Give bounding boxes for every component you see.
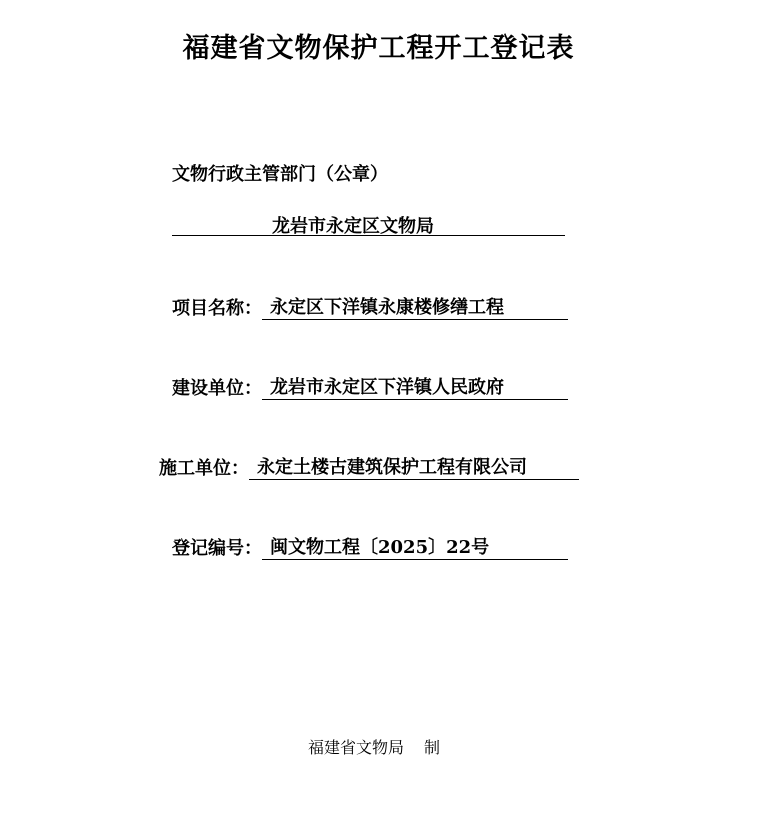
construction-unit-value: 龙岩市永定区下洋镇人民政府 — [262, 376, 568, 400]
admin-department-label: 文物行政主管部门（公章） — [172, 164, 388, 185]
construction-unit-label: 建设单位： — [172, 378, 262, 399]
registration-number-row — [172, 534, 568, 560]
footer-issuer — [308, 735, 440, 758]
footer-issuer-name: 福建省文物局 — [308, 738, 405, 757]
registration-number-value: 闽文物工程〔2025〕22号 — [262, 536, 568, 560]
contractor-value: 永定土楼古建筑保护工程有限公司 — [249, 456, 579, 480]
project-name-label: 项目名称： — [172, 298, 262, 319]
project-name-value: 永定区下洋镇永康楼修缮工程 — [262, 296, 568, 320]
contractor-row — [159, 454, 579, 480]
registration-number-label: 登记编号： — [172, 538, 262, 559]
project-name-row — [172, 294, 568, 320]
contractor-label: 施工单位： — [159, 458, 249, 479]
construction-unit-row — [172, 374, 568, 400]
admin-department-field — [172, 212, 565, 236]
form-title: 福建省文物保护工程开工登记表 — [182, 33, 575, 64]
footer-issuer-suffix: 制 — [424, 738, 441, 757]
admin-department-value: 龙岩市永定区文物局 — [272, 216, 434, 237]
